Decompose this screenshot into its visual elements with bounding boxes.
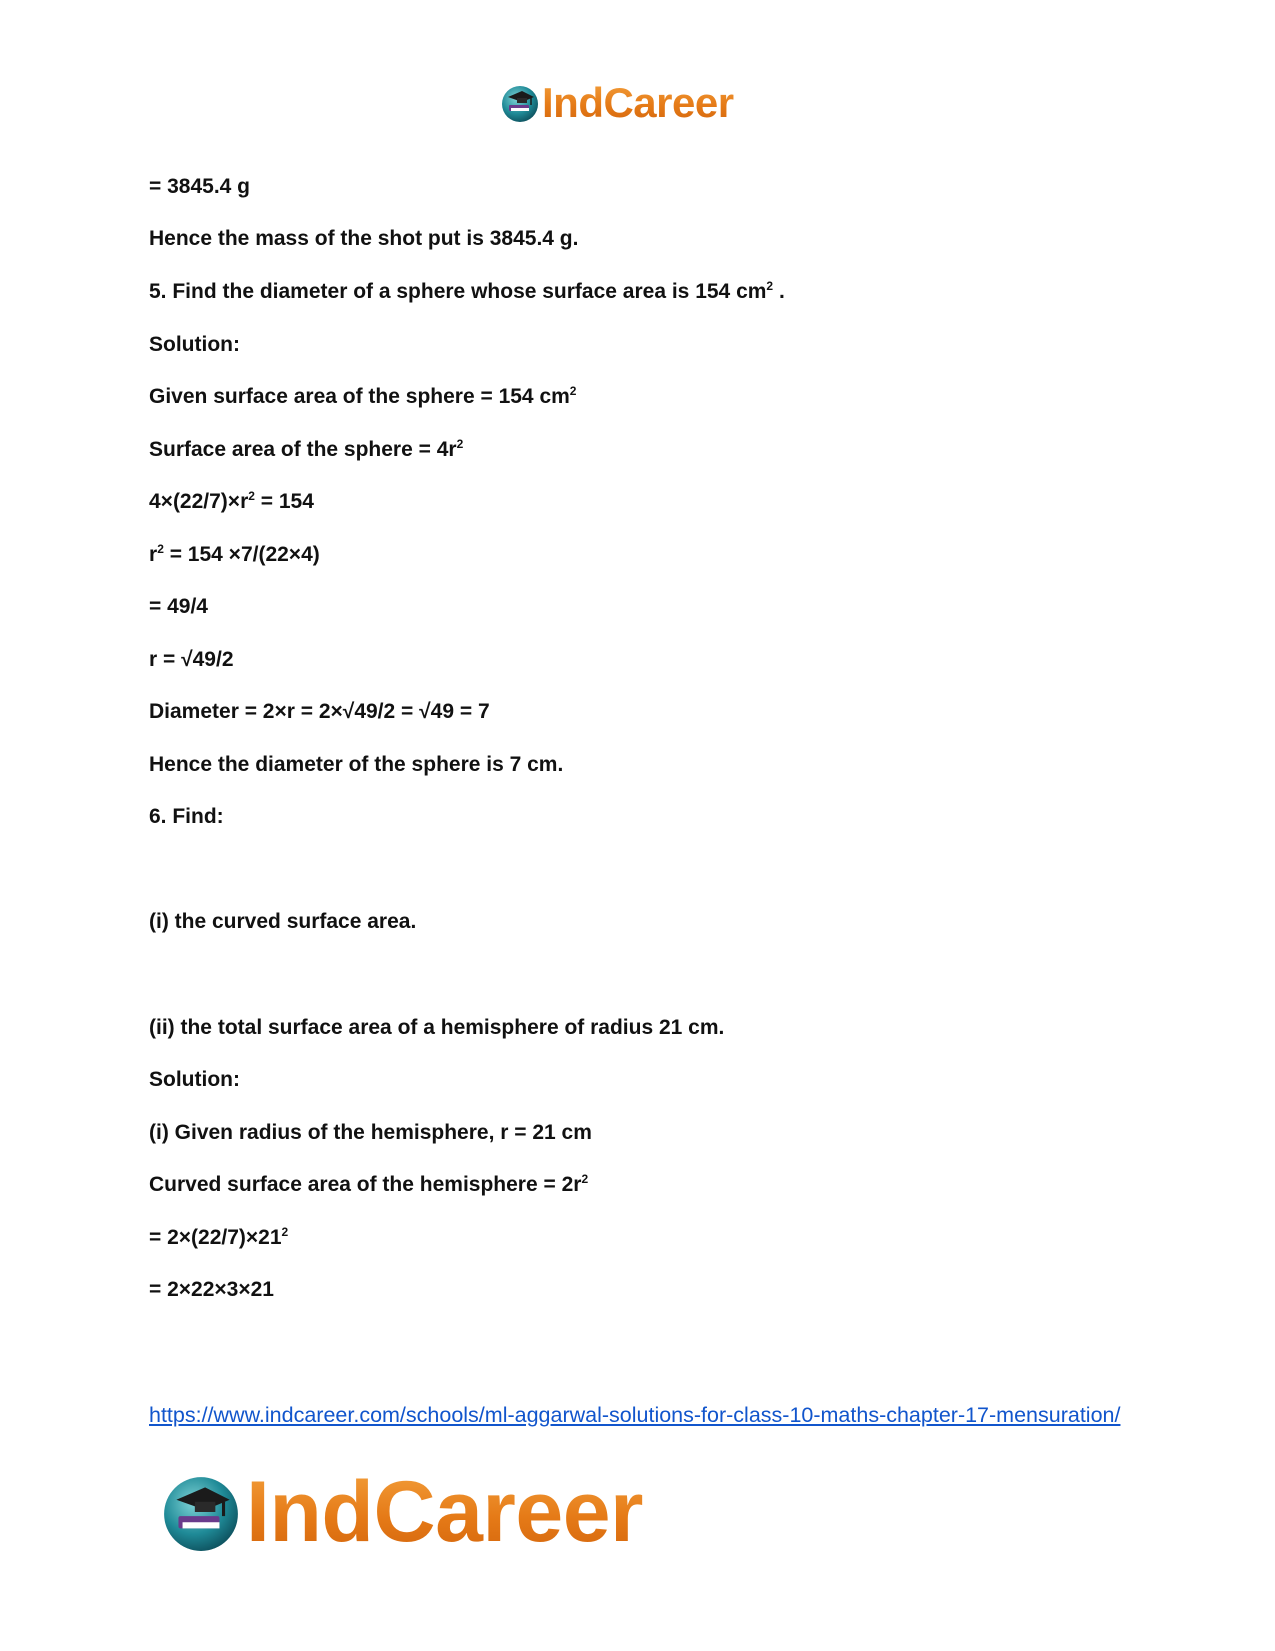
source-link[interactable]: https://www.indcareer.com/schools/ml-aggarwal-solutions-for-class-10-maths-chapter-17-mensuration/ — [149, 1403, 1121, 1427]
graduation-book-icon — [160, 1471, 242, 1553]
text-line: Surface area of the sphere = $4r^2$ — [149, 437, 464, 461]
text-line: (ii) the total surface area of a hemisphere of radius 21 cm. — [149, 1016, 725, 1039]
text-line: Hence the mass of the shot put is 3845.4 g. — [149, 227, 579, 250]
text-line: Diameter = 2×r = 2×√49/2 = √49 = 7 — [149, 700, 490, 723]
text-line: Curved surface area of the hemisphere = $2r^2$ — [149, 1172, 589, 1196]
text-line: = 49/4 — [149, 595, 208, 618]
solution-label: Solution: — [149, 333, 240, 356]
graduation-book-icon — [500, 83, 540, 123]
text-line: (i) the curved surface area. — [149, 910, 417, 933]
text-line: = 2×22×3×21 — [149, 1278, 274, 1301]
text-line: Given surface area of the sphere = 154 $cm^2$ — [149, 384, 577, 408]
header-logo — [500, 78, 734, 128]
question-6-heading: 6. Find: — [149, 805, 224, 828]
text-line: r = √49/2 — [149, 648, 234, 671]
solution-label: Solution: — [149, 1068, 240, 1091]
text-line: $4\times(22/7)\times r^2 = 154$ — [149, 489, 314, 513]
text-line: (i) Given radius of the hemisphere, r = 21 cm — [149, 1121, 592, 1144]
question-5-heading: 5. Find the diameter of a sphere whose surface area is 154 $cm^2$ . — [149, 279, 785, 303]
text-line: Hence the diameter of the sphere is 7 cm. — [149, 753, 564, 776]
text-line: = 3845.4 g — [149, 175, 250, 198]
brand-name: IndCareer — [542, 79, 734, 126]
text-line: = $2\times(22/7)\times 21^2$ — [149, 1225, 289, 1249]
text-line: $r^2 = 154 \times 7/(22\times 4)$ — [149, 542, 320, 566]
footer-logo — [160, 1463, 643, 1560]
brand-name: IndCareer — [246, 1463, 643, 1560]
